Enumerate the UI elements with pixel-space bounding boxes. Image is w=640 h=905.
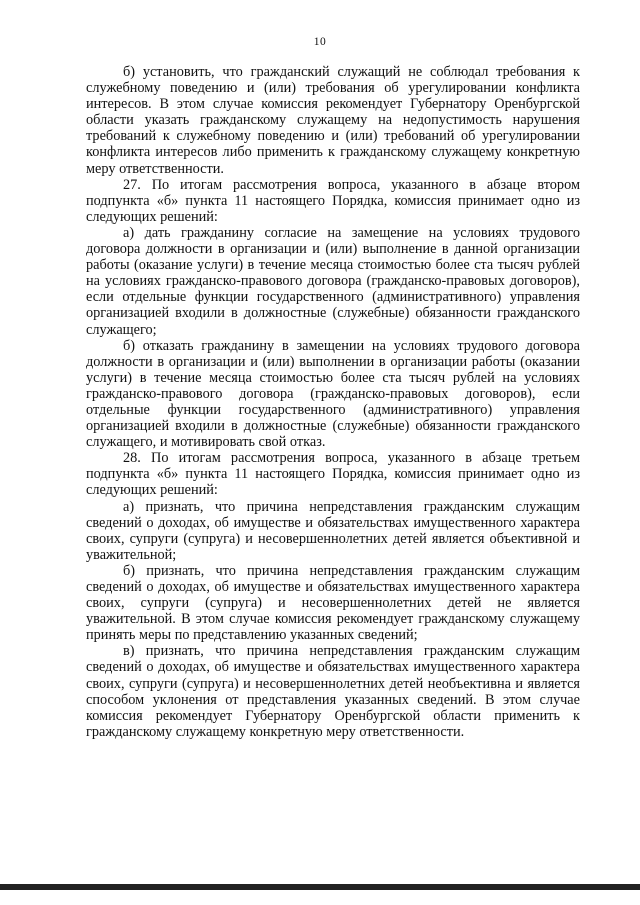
paragraph-27: 27. По итогам рассмотрения вопроса, указанного в абзаце втором подпункта «б» пункта 11 настоящего Порядка, комиссия принимает одно из следующих решений: — [86, 176, 580, 225]
document-body — [86, 64, 580, 740]
bottom-scan-border — [0, 884, 640, 890]
paragraph-28: 28. По итогам рассмотрения вопроса, указанного в абзаце третьем подпункта «б» пункта 11 настоящего Порядка, комиссия принимает одно из следующих решений: — [86, 450, 580, 499]
paragraph-27b: б) отказать гражданину в замещении на условиях трудового договора должности в организации и (или) выполнении в организации работы (оказании услуги) в течение месяца стоимостью более ста тысяч рублей на условиях гражданско-правового договора (гражданско-правовых договоров), если отдельные функции государственного (административного) управления организацией входили в должностные (служебные) обязанности гражданского служащего, и мотивировать свой отказ. — [86, 337, 580, 451]
paragraph-28b: б) признать, что причина непредставления гражданским служащим сведений о доходах, об имуществе и обязательствах имущественного характера своих, супруги (супруга) и несовершеннолетних детей не является уважительной. В этом случае комиссия рекомендует гражданскому служащему принять меры по представлению указанных сведений; — [86, 562, 580, 644]
paragraph-26b: б) установить, что гражданский служащий не соблюдал требования к служебному поведению и (или) требования об урегулировании конфликта интересов. В этом случае комиссия рекомендует Губернатору Оренбургской области указать гражданскому служащему на недопустимость нарушения требований к служебному поведению и (или) требований об урегулировании конфликта интересов либо применить к гражданскому служащему конкретную меру ответственности. — [86, 64, 580, 177]
paragraph-27a: а) дать гражданину согласие на замещение на условиях трудового договора должности в организации и (или) выполнение в данной организации работы (оказание услуги) в течение месяца стоимостью более ста тысяч рублей на условиях гражданско-правового договора (гражданско-правовых договоров), если отдельные функции государственного (административного) управления организацией входили в должностные (служебные) обязанности гражданского служащего; — [86, 224, 580, 338]
paragraph-28c: в) признать, что причина непредставления гражданским служащим сведений о доходах, об имуществе и обязательствах имущественного характера своих, супруги (супруга) и несовершеннолетних детей необъективна и является способом уклонения от представления указанных сведений. В этом случае комиссия рекомендует Губернатору Оренбургской области применить к гражданскому служащему конкретную меру ответственности. — [86, 643, 580, 740]
page-number: 10 — [313, 36, 327, 48]
paragraph-28a: а) признать, что причина непредставления гражданским служащим сведений о доходах, об имуществе и обязательствах имущественного характера своих, супруги (супруга) и несовершеннолетних детей является объективной и уважительной; — [86, 498, 580, 563]
